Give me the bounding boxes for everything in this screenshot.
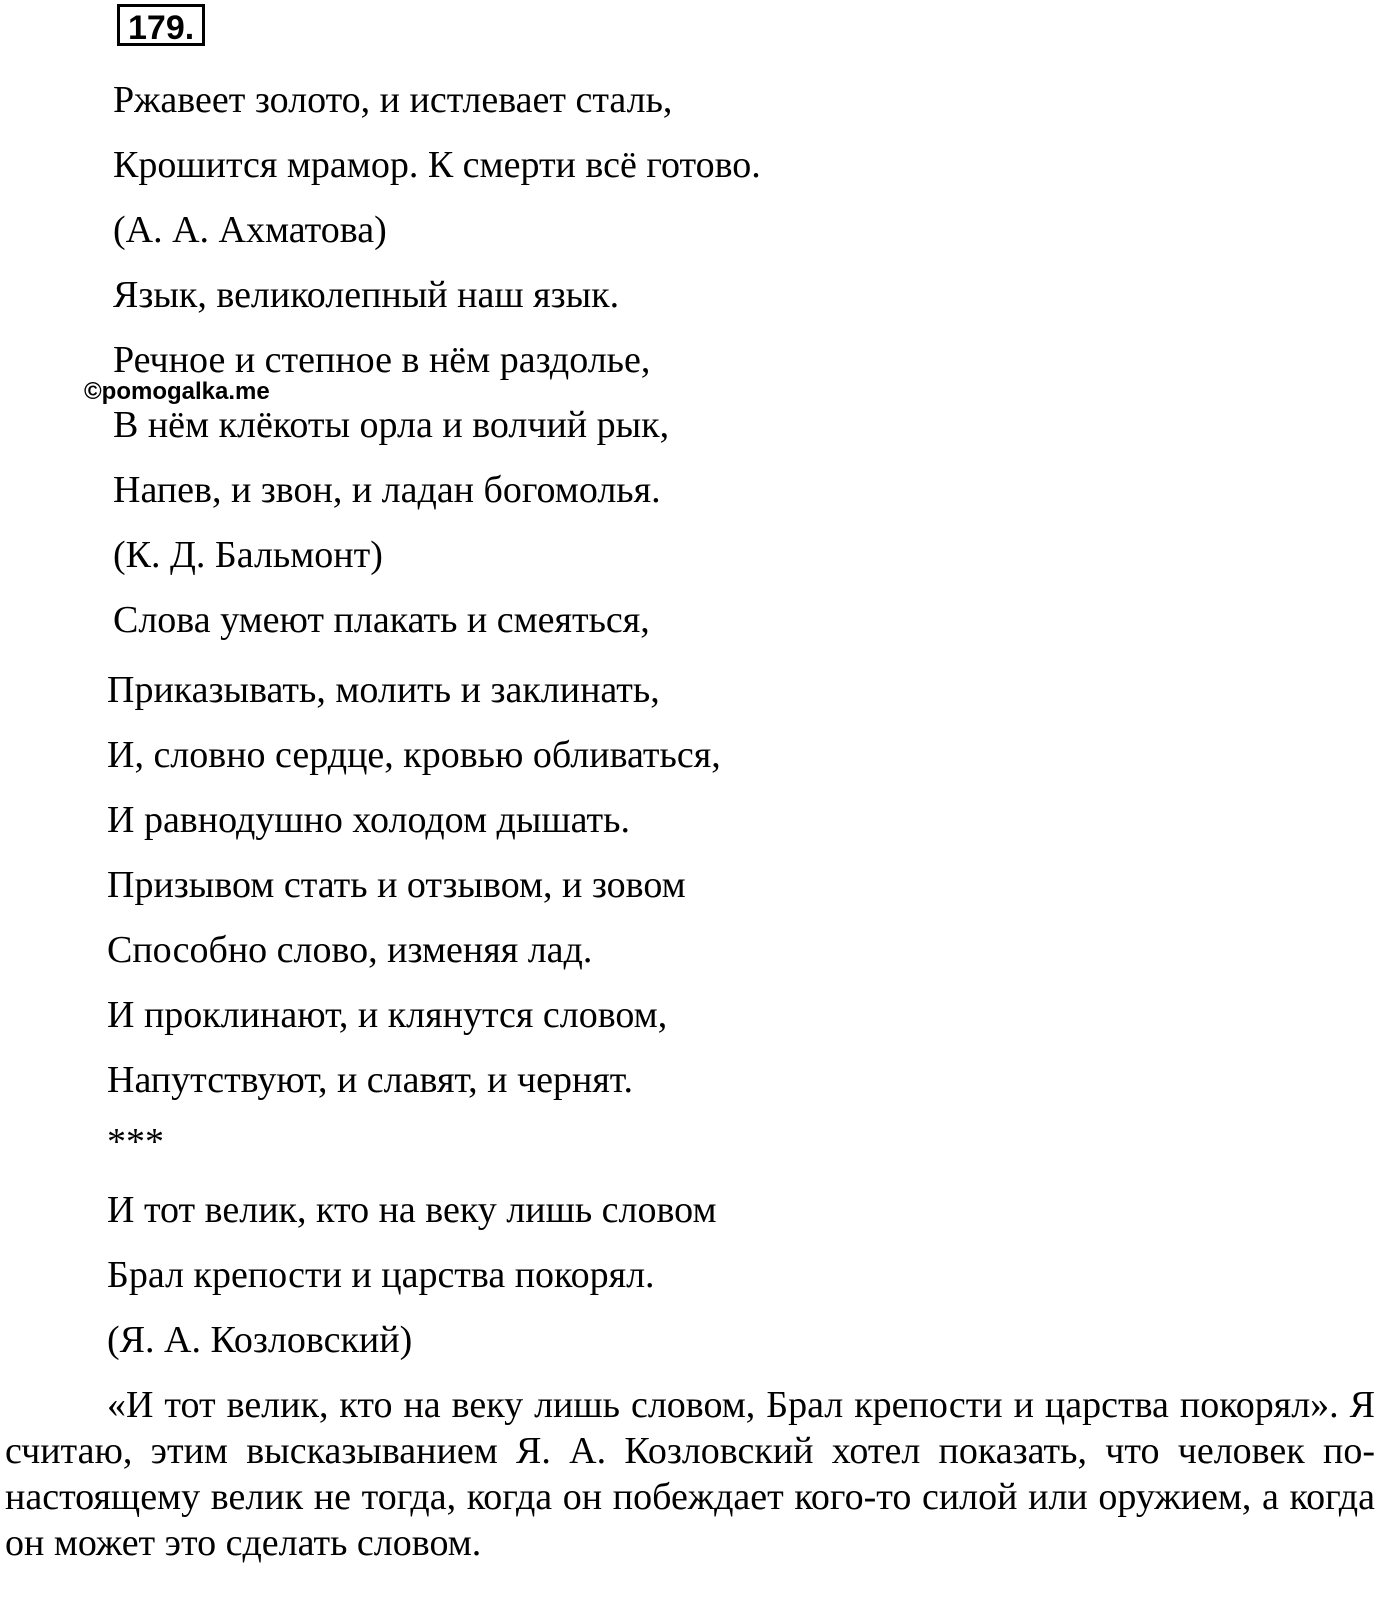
poem-line: И тот велик, кто на веку лишь словом <box>107 1189 717 1231</box>
poem-line: И равнодушно холодом дышать. <box>107 799 630 841</box>
poem-line: В нём клёкоты орла и волчий рык, <box>113 404 670 446</box>
poem-author: (А. А. Ахматова) <box>113 209 387 251</box>
poem-line: Приказывать, молить и заклинать, <box>107 669 660 711</box>
stanza-separator: *** <box>107 1121 164 1163</box>
poem-line: Призывом стать и отзывом, и зовом <box>107 864 686 906</box>
poem-line: И, словно сердце, кровью обливаться, <box>107 734 721 776</box>
poem-author: (Я. А. Козловский) <box>107 1319 413 1361</box>
poem-line: Брал крепости и царства покорял. <box>107 1254 655 1296</box>
poem-line: Речное и степное в нём раздолье, <box>113 339 651 381</box>
poem-line: Язык, великолепный наш язык. <box>113 274 620 316</box>
watermark: ©pomogalka.me <box>84 378 270 405</box>
poem-line: Напутствуют, и славят, и чернят. <box>107 1059 634 1101</box>
poem-line: Способно слово, изменяя лад. <box>107 929 593 971</box>
poem-line: Напев, и звон, и ладан богомолья. <box>113 469 661 511</box>
answer-paragraph: «И тот велик, кто на веку лишь словом, Брал крепости и царства покорял». Я считаю, этим высказыванием Я. А. Козловский хотел показать, что человек по-настоящему велик не тогда, когда он побеждает кого-то силой или оружием, а когда он может это сделать словом. <box>5 1384 1375 1564</box>
poem-author: (К. Д. Бальмонт) <box>113 534 383 576</box>
poem-line: Крошится мрамор. К смерти всё готово. <box>113 144 761 186</box>
poem-line: Слова умеют плакать и смеяться, <box>113 599 650 641</box>
task-number: 179. <box>117 4 205 46</box>
poem-line: И проклинают, и клянутся словом, <box>107 994 668 1036</box>
poem-line: Ржавеет золото, и истлевает сталь, <box>113 79 673 121</box>
